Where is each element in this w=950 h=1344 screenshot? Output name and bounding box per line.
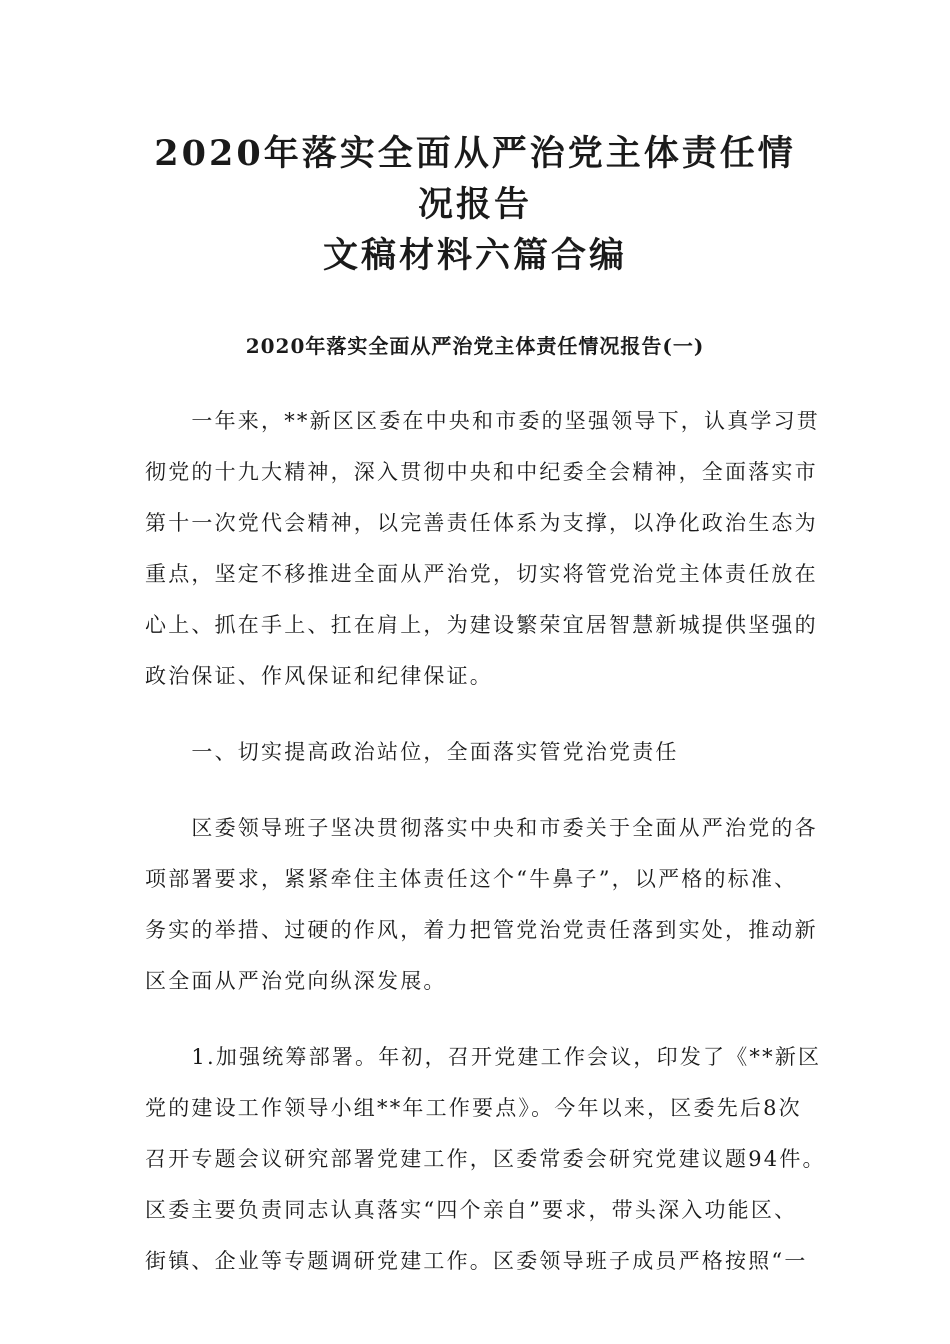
paragraph-item-1 <box>145 1032 826 1287</box>
text-line: 一、切实提高政治站位，全面落实管党治党责任 <box>145 740 679 764</box>
text-line: 心上、抓在手上、扛在肩上，为建设繁荣宜居智慧新城提供坚强的 <box>145 613 818 637</box>
title-line-1: 2020年落实全面从严治党主体责任情况报告 <box>154 133 796 225</box>
paragraph-intro <box>145 396 820 702</box>
text-line: 项部署要求，紧紧牵住主体责任这个“牛鼻子”，以严格的标准、 <box>145 867 798 891</box>
text-line: 彻党的十九大精神，深入贯彻中央和中纪委全会精神，全面落实市 <box>145 460 818 484</box>
text-line: 务实的举措、过硬的作风，着力把管党治党责任落到实处，推动新 <box>145 918 818 942</box>
section-heading-1 <box>145 727 805 778</box>
text-line: 一年来，**新区区委在中央和市委的坚强领导下，认真学习贯 <box>145 409 820 433</box>
text-line: 重点，坚定不移推进全面从严治党，切实将管党治党主体责任放在 <box>145 562 818 586</box>
text-line: 党的建设工作领导小组**年工作要点》。今年以来，区委先后8次 <box>145 1096 802 1120</box>
title-line-2: 文稿材料六篇合编 <box>322 235 627 276</box>
text-line: 召开专题会议研究部署党建工作，区委常委会研究党建议题94件。 <box>145 1147 826 1171</box>
text-line: 1.加强统筹部署。年初，召开党建工作会议，印发了《**新区 <box>145 1045 822 1069</box>
text-line: 区全面从严治党向纵深发展。 <box>145 969 447 993</box>
text-line: 区委领导班子坚决贯彻落实中央和市委关于全面从严治党的各 <box>145 816 818 840</box>
text-line: 区委主要负责同志认真落实“四个亲自”要求，带头深入功能区、 <box>145 1198 798 1222</box>
document-title <box>145 0 805 281</box>
text-line: 第十一次党代会精神，以完善责任体系为支撑，以净化政治生态为 <box>145 511 818 535</box>
text-line: 街镇、企业等专题调研党建工作。区委领导班子成员严格按照“一 <box>145 1249 808 1273</box>
text-line: 政治保证、作风保证和纪律保证。 <box>145 664 493 688</box>
section-subtitle: 2020年落实全面从严治党主体责任情况报告(一) <box>245 334 705 358</box>
paragraph-section-1 <box>145 803 818 1007</box>
